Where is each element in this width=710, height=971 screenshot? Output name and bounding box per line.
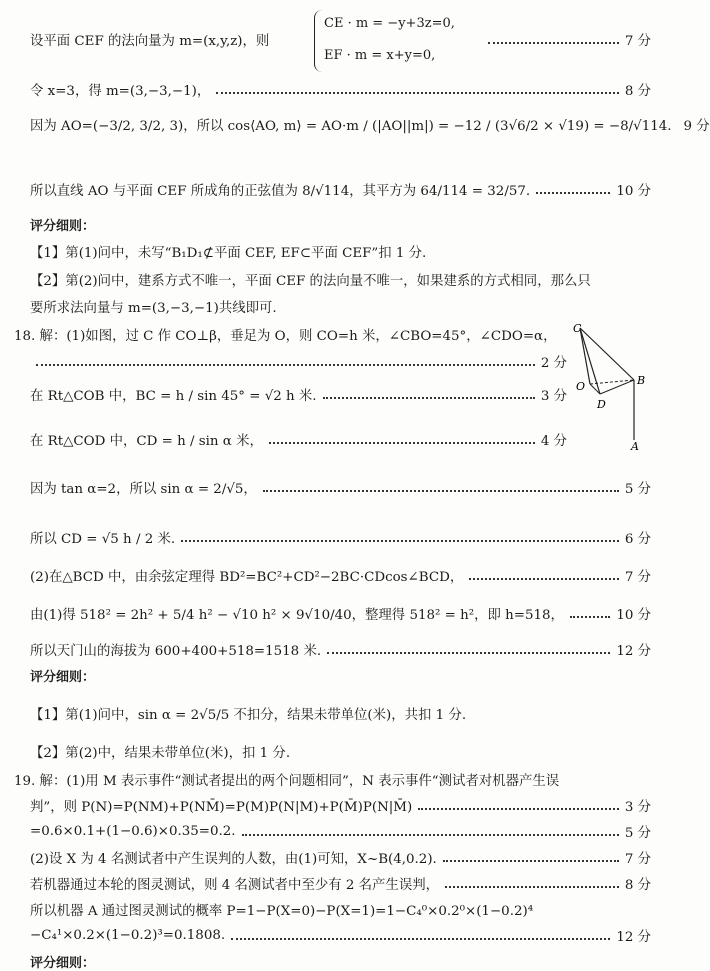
score-label: 10 分: [616, 608, 651, 623]
q18-bc: [30, 385, 567, 404]
line-text: 因为 tan α=2，所以 sin α = 2/√5，: [30, 482, 257, 497]
label-d: D: [597, 398, 606, 411]
grading-rule-2: [30, 270, 651, 289]
equation-ef-m: EF · m = x+y=0,: [324, 48, 436, 63]
leader-dots: [418, 808, 619, 810]
line-cosine: [30, 115, 710, 134]
leader-dots: [216, 92, 619, 94]
q19-pn-value: [30, 822, 651, 841]
grading-heading: [30, 215, 651, 234]
line-text: 在 Rt△COB 中，BC = h / sin 45° = √2 h 米.: [30, 389, 317, 404]
score-label: 2 分: [540, 356, 567, 371]
grading-heading-19: [30, 952, 651, 971]
line-text: 设平面 CEF 的法向量为 m=(x,y,z)，则: [30, 34, 270, 49]
line-text: 所以直线 AO 与平面 CEF 所成角的正弦值为 8/√114，其平方为 64/114 = 32/57.: [30, 184, 531, 199]
q18-cd-result: [30, 528, 651, 547]
label-o: O: [576, 380, 586, 393]
system-brace: [314, 10, 323, 72]
leader-dots: [488, 42, 619, 44]
score-label: 9 分: [683, 119, 710, 134]
score-label: 12 分: [616, 644, 651, 659]
leader-dots: [242, 834, 619, 836]
score-label: 5 分: [624, 482, 651, 497]
score-label: 7 分: [624, 34, 651, 49]
q19-probability-cont: [30, 926, 651, 945]
line-text: 19. 解：(1)用 M 表示事件“测试者提出的两个问题相同”，N 表示事件“测试者对机器产生误: [14, 774, 560, 789]
score-label: 3 分: [540, 389, 567, 404]
score-label: 8 分: [624, 84, 651, 99]
leader-dots: [269, 442, 535, 444]
leader-dots: [36, 364, 535, 366]
line-text: 判”，则 P(N)=P(NM)+P(NM̄)=P(M)P(N|M)+P(M̄)P(N|M̄): [30, 800, 413, 815]
line-text: 由(1)得 518² = 2h² + 5/4 h² − √10 h² × 9√10/40，整理得 518² = h²，即 h=518，: [30, 608, 564, 623]
score-label: 10 分: [616, 184, 651, 199]
score-label: 6 分: [624, 532, 651, 547]
q19-probability: [30, 900, 651, 919]
leader-dots: [181, 540, 619, 542]
score-label: 7 分: [624, 570, 651, 585]
q18-cd: [30, 430, 567, 449]
line-text: (2)设 X 为 4 名测试者中产生误判的人数，由(1)可知，X~B(4,0.2).: [30, 852, 437, 867]
line-text: 【1】第(1)问中，sin α = 2√5/5 不扣分，结果未带单位(米)，共扣 1 分.: [30, 708, 467, 723]
q18-altitude: [30, 640, 651, 659]
line-text: 评分细则：: [30, 219, 96, 234]
grading-rule-2-cont: [30, 297, 651, 316]
label-c: C: [573, 322, 582, 335]
line-text: 【2】第(2)中，结果未带单位(米)，扣 1 分.: [30, 746, 291, 761]
line-text: −C₄¹×0.2×(1−0.2)³=0.1808.: [30, 928, 226, 943]
line-text: 所以天门山的海拔为 600+400+518=1518 米.: [30, 644, 322, 659]
score-label: 12 分: [616, 930, 651, 945]
leader-dots: [327, 652, 610, 654]
q19-intro: [14, 770, 651, 789]
grading-rule-1: [30, 242, 651, 261]
label-b: B: [637, 374, 646, 387]
leader-dots: [263, 490, 619, 492]
q19-pn: [30, 796, 651, 815]
leader-dots: [445, 886, 619, 888]
line-text: 在 Rt△COD 中，CD = h / sin α 米，: [30, 434, 263, 449]
label-a: A: [631, 440, 639, 453]
q18-solve-h: [30, 604, 651, 623]
line-text: 若机器通过本轮的图灵测试，则 4 名测试者中至少有 2 名产生误判，: [30, 878, 440, 893]
line-text: 令 x=3，得 m=(3,−3,−1)，: [30, 84, 211, 99]
line-normal-vector: [30, 30, 651, 49]
score-label: 7 分: [624, 852, 651, 867]
leader-dots: [469, 578, 619, 580]
leader-dots: [536, 192, 610, 194]
q18-cosine-law: [30, 566, 651, 585]
geometry-figure: [570, 322, 650, 452]
line-text: 评分细则：: [30, 956, 96, 971]
q19-binomial: [30, 848, 651, 867]
line-text: =0.6×0.1+(1−0.6)×0.35=0.2.: [30, 824, 236, 839]
line-text: 【2】第(2)问中，建系方式不唯一，平面 CEF 的法向量不唯一，如果建系的方式相同，那么只: [30, 274, 591, 289]
score-label: 8 分: [624, 878, 651, 893]
leader-dots: [231, 938, 610, 940]
line-text: (2)在△BCD 中，由余弦定理得 BD²=BC²+CD²−2BC·CDcos∠BCD，: [30, 570, 464, 585]
leader-dots: [570, 616, 610, 618]
leader-dots: [443, 860, 619, 862]
line-text: 因为 AO=(−3/2, 3/2, 3)，所以 cos⟨AO, m⟩ = AO·m / (|AO||m|) = −12 / (3√6/2 × √19) = −8/√114.: [30, 119, 672, 134]
score-label: 4 分: [540, 434, 567, 449]
grading-18-rule-1: [30, 704, 651, 723]
edge-db: [600, 380, 634, 394]
score-label: 3 分: [624, 800, 651, 815]
q19-condition: [30, 874, 651, 893]
line-text: 评分细则：: [30, 670, 96, 685]
q18-tan: [30, 478, 651, 497]
q18-step-2: [30, 352, 567, 371]
line-text: 要所求法向量与 m=(3,−3,−1)共线即可.: [30, 301, 277, 316]
line-text: 18. 解：(1)如图，过 C 作 CO⊥β，垂足为 O，则 CO=h 米，∠CBO=45°，∠CDO=α，: [14, 329, 557, 344]
line-text: 所以机器 A 通过图灵测试的概率 P=1−P(X=0)−P(X=1)=1−C₄⁰×0.2⁰×(1−0.2)⁴: [30, 904, 534, 919]
grading-heading-18: [30, 666, 651, 685]
leader-dots: [323, 397, 535, 399]
score-label: 5 分: [624, 826, 651, 841]
grading-18-rule-2: [30, 742, 651, 761]
line-sine-value: [30, 180, 651, 199]
line-let-x: [30, 80, 651, 99]
q18-intro: [14, 325, 557, 344]
line-text: 【1】第(1)问中，未写“B₁D₁⊄平面 CEF, EF⊂平面 CEF”扣 1 分.: [30, 246, 427, 261]
equation-ce-m: CE · m = −y+3z=0,: [324, 16, 455, 31]
line-text: 所以 CD = √5 h / 2 米.: [30, 532, 176, 547]
